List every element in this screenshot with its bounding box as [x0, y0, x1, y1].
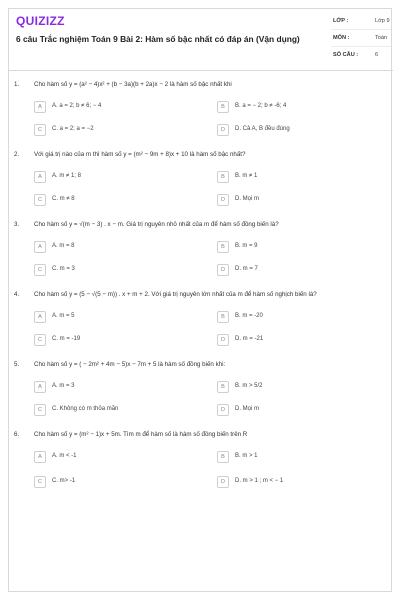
option-b[interactable]	[217, 451, 387, 463]
option-c[interactable]	[34, 124, 204, 136]
meta-label: LỚP :	[333, 18, 349, 24]
option-letter: C	[34, 194, 46, 206]
document-page	[8, 8, 392, 592]
option-letter: D	[217, 194, 229, 206]
question-number: 6.	[14, 431, 20, 438]
option-letter: C	[34, 404, 46, 416]
option-text: A. a = 2; b ≠ 6; − 4	[52, 103, 102, 109]
option-text: B. a = − 2; b ≠ -6; 4	[235, 103, 287, 109]
option-c[interactable]	[34, 194, 204, 206]
option-letter: A	[34, 241, 46, 253]
option-d[interactable]	[217, 334, 387, 346]
option-d[interactable]	[217, 264, 387, 276]
option-text: D. Mọi m	[235, 406, 259, 412]
option-text: D. m > 1 ; m < − 1	[235, 478, 284, 484]
option-letter: C	[34, 334, 46, 346]
meta-row-count	[331, 47, 391, 64]
option-text: A. m ≠ 1; 8	[52, 173, 81, 179]
option-letter: D	[217, 124, 229, 136]
option-letter: B	[217, 311, 229, 323]
option-letter: B	[217, 101, 229, 113]
option-a[interactable]	[34, 451, 204, 463]
question-number: 4.	[14, 291, 20, 298]
option-d[interactable]	[217, 124, 387, 136]
option-text: A. m = 3	[52, 383, 75, 389]
meta-row-subject	[331, 30, 391, 47]
option-letter: A	[34, 451, 46, 463]
meta-row-class	[331, 13, 391, 30]
meta-label: SỐ CÂU :	[333, 52, 359, 58]
option-text: B. m = 9	[235, 243, 258, 249]
question-number: 1.	[14, 81, 20, 88]
question-text: Cho hàm số y = √(m − 3) . x − m. Giá trị nguyên nhỏ nhất của m để hàm số đồng biến là?	[34, 221, 279, 228]
option-text: C. m ≠ 8	[52, 196, 75, 202]
option-c[interactable]	[34, 264, 204, 276]
option-d[interactable]	[217, 404, 387, 416]
option-text: C. m> -1	[52, 478, 76, 484]
option-letter: B	[217, 241, 229, 253]
question-text: Cho hàm số y = ( − 2m² + 4m − 5)x − 7m + 5 là hàm số đồng biến khi:	[34, 361, 226, 368]
option-letter: A	[34, 101, 46, 113]
document-title: 6 câu Trắc nghiệm Toán 9 Bài 2: Hàm số bậc nhất có đáp án (Vận dụng)	[16, 34, 300, 44]
option-text: A. m = 8	[52, 243, 75, 249]
question-text: Cho hàm số y = (m² − 1)x + 5m. Tìm m để hàm số là hàm số đồng biến trên R	[34, 431, 248, 438]
option-c[interactable]	[34, 334, 204, 346]
option-letter: A	[34, 171, 46, 183]
option-letter: C	[34, 264, 46, 276]
option-c[interactable]	[34, 404, 204, 416]
option-text: B. m > 1	[235, 453, 258, 459]
option-a[interactable]	[34, 311, 204, 323]
question-number: 2.	[14, 151, 20, 158]
option-d[interactable]	[217, 476, 387, 488]
option-text: C. Không có m thỏa mãn	[52, 406, 119, 412]
option-a[interactable]	[34, 241, 204, 253]
option-b[interactable]	[217, 311, 387, 323]
question-number: 3.	[14, 221, 20, 228]
option-a[interactable]	[34, 381, 204, 393]
meta-value: Lớp 9	[375, 18, 390, 24]
meta-label: MÔN :	[333, 35, 350, 41]
option-text: B. m = -20	[235, 313, 263, 319]
option-a[interactable]	[34, 101, 204, 113]
option-letter: C	[34, 124, 46, 136]
option-b[interactable]	[217, 171, 387, 183]
question-text: Cho hàm số y = (a² − 4)x² + (b − 3a)(b + 2a)x − 2 là hàm số bậc nhất khi	[34, 81, 232, 88]
option-text: A. m < -1	[52, 453, 77, 459]
option-c[interactable]	[34, 476, 204, 488]
quizizz-logo: QUIZIZZ	[16, 14, 65, 28]
option-d[interactable]	[217, 194, 387, 206]
option-text: D. m = 7	[235, 266, 258, 272]
option-letter: D	[217, 476, 229, 488]
meta-value: 6	[375, 52, 379, 58]
option-text: A. m = 5	[52, 313, 75, 319]
option-b[interactable]	[217, 101, 387, 113]
option-letter: B	[217, 451, 229, 463]
document-header	[9, 9, 393, 71]
option-letter: D	[217, 404, 229, 416]
question-number: 5.	[14, 361, 20, 368]
option-letter: B	[217, 171, 229, 183]
option-text: B. m ≠ 1	[235, 173, 258, 179]
option-letter: A	[34, 381, 46, 393]
option-letter: D	[217, 334, 229, 346]
option-text: B. m > 5/2	[235, 383, 263, 389]
option-letter: B	[217, 381, 229, 393]
option-b[interactable]	[217, 381, 387, 393]
meta-value: Toán	[375, 35, 388, 41]
option-letter: A	[34, 311, 46, 323]
option-text: D. Mọi m	[235, 196, 259, 202]
option-text: C. m = 3	[52, 266, 75, 272]
meta-table	[331, 13, 391, 64]
question-text: Với giá trị nào của m thì hàm số y = (m² − 9m + 8)x + 10 là hàm số bậc nhất?	[34, 151, 246, 158]
question-text: Cho hàm số y = (5 − √(5 − m)) . x + m + 2. Với giá trị nguyên lớn nhất của m để hàm số nghịch biến là?	[34, 291, 317, 298]
option-a[interactable]	[34, 171, 204, 183]
option-text: D. Cả A, B đều đúng	[235, 126, 290, 132]
option-text: C. m = -19	[52, 336, 81, 342]
option-letter: C	[34, 476, 46, 488]
option-text: D. m = -21	[235, 336, 264, 342]
option-text: C. a = 2; a = −2	[52, 126, 94, 132]
option-b[interactable]	[217, 241, 387, 253]
option-letter: D	[217, 264, 229, 276]
